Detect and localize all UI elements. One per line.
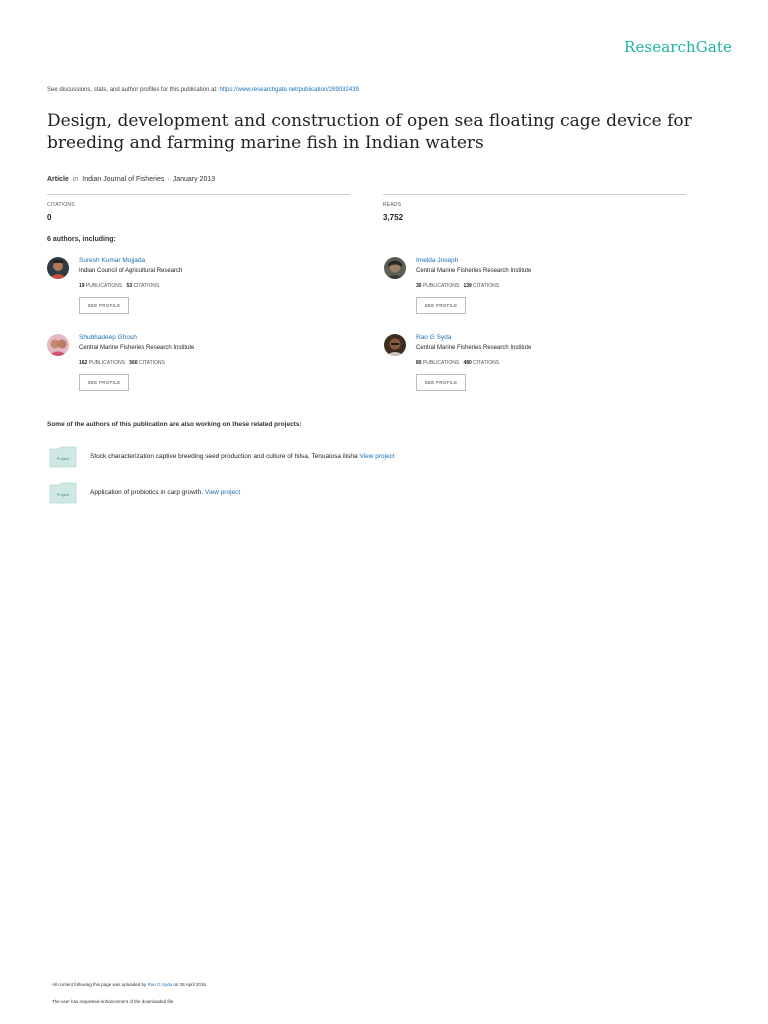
project-folder-icon xyxy=(49,446,77,468)
see-profile-button[interactable]: SEE PROFILE xyxy=(79,374,129,391)
author-name-link[interactable]: Rao G Syda xyxy=(416,334,452,341)
reads-value: 3,752 xyxy=(383,213,404,222)
author-name-link[interactable]: Imelda Joseph xyxy=(416,257,459,264)
journal-name: Indian Journal of Fisheries xyxy=(82,176,165,183)
researchgate-logo[interactable]: ResearchGate xyxy=(624,38,732,56)
publication-type: Article xyxy=(47,176,69,183)
citations-label: CITATIONS xyxy=(473,360,500,366)
author-counts xyxy=(416,360,499,366)
citations-label: CITATIONS xyxy=(47,202,75,208)
publication-meta xyxy=(47,176,215,183)
citations-count: 480 xyxy=(463,360,472,366)
paper-title: Design, development and construction of open sea floating cage device for breeding and farming marine fish in Indian waters xyxy=(47,111,692,153)
related-projects-heading: Some of the authors of this publication are also working on these related projects: xyxy=(47,421,302,428)
see-profile-button[interactable]: SEE PROFILE xyxy=(79,297,129,314)
project-icon-label: Project xyxy=(56,492,70,497)
publications-label: PUBLICATIONS xyxy=(422,283,460,289)
citations-stat xyxy=(47,194,350,222)
view-project-link[interactable]: View project xyxy=(204,489,241,496)
author-name-link[interactable]: Shubhadeep Ghosh xyxy=(79,334,137,341)
related-project-item xyxy=(47,480,647,506)
publications-count: 80 xyxy=(416,360,422,366)
publications-label: PUBLICATIONS xyxy=(88,360,126,366)
author-avatar[interactable] xyxy=(47,334,69,356)
avatar-photo-icon xyxy=(384,334,406,356)
citations-value: 0 xyxy=(47,213,52,222)
author-avatar[interactable] xyxy=(384,257,406,279)
reads-label: READS xyxy=(383,202,402,208)
author-name-link[interactable]: Suresh Kumar Mojjada xyxy=(79,257,146,264)
publications-label: PUBLICATIONS xyxy=(422,360,460,366)
avatar-photo-icon xyxy=(384,257,406,279)
publications-count: 36 xyxy=(416,283,422,289)
reads-stat xyxy=(383,194,686,222)
discussion-prefix: See discussions, stats, and author profiles for this publication at: xyxy=(47,87,218,93)
publications-count: 162 xyxy=(79,360,88,366)
publication-url-link[interactable]: https://www.researchgate.net/publication/289032439 xyxy=(219,87,359,93)
author-counts xyxy=(416,283,499,289)
author-counts xyxy=(79,283,159,289)
author-avatar[interactable] xyxy=(384,334,406,356)
author-institution: Central Marine Fisheries Research Institute xyxy=(79,345,195,351)
view-project-link[interactable]: View project xyxy=(359,453,395,460)
project-title: Stock characterization captive breeding seed production and culture of hilsa, Tenualosa ilisha xyxy=(90,453,358,460)
in-word: in xyxy=(72,176,79,183)
citations-count: 139 xyxy=(463,283,472,289)
project-description xyxy=(90,489,240,496)
project-title: Application of probiotics in carp growth. xyxy=(90,489,204,496)
avatar-photo-icon xyxy=(47,257,69,279)
project-folder-icon xyxy=(49,482,77,504)
upload-notice xyxy=(52,982,207,987)
authors-heading: 6 authors, including: xyxy=(47,236,116,243)
discussion-line xyxy=(47,87,359,93)
author-avatar[interactable] xyxy=(47,257,69,279)
related-project-item xyxy=(47,444,647,470)
date-separator: · xyxy=(167,176,170,183)
publications-count: 19 xyxy=(79,283,85,289)
upload-prefix: All content following this page was uploaded by xyxy=(52,982,147,987)
citations-label: CITATIONS xyxy=(473,283,500,289)
author-institution: Central Marine Fisheries Research Institute xyxy=(416,345,532,351)
enhancement-notice: The user has requested enhancement of the downloaded file. xyxy=(52,999,175,1004)
citations-label: CITATIONS xyxy=(138,360,165,366)
author-institution: Central Marine Fisheries Research Institute xyxy=(416,268,532,274)
publications-label: PUBLICATIONS xyxy=(85,283,123,289)
avatar-photo-icon xyxy=(47,334,69,356)
see-profile-button[interactable]: SEE PROFILE xyxy=(416,297,466,314)
author-counts xyxy=(79,360,165,366)
uploader-link[interactable]: Rao G Syda xyxy=(147,982,173,987)
citations-label: CITATIONS xyxy=(133,283,160,289)
see-profile-button[interactable]: SEE PROFILE xyxy=(416,374,466,391)
project-description xyxy=(90,453,395,460)
author-institution: Indian Council of Agricultural Research xyxy=(79,268,183,274)
project-icon-label: Project xyxy=(56,456,70,461)
citations-count: 560 xyxy=(129,360,138,366)
publication-date: January 2013 xyxy=(172,176,216,183)
citations-count: 53 xyxy=(126,283,132,289)
upload-suffix: on 28 April 2016. xyxy=(173,982,208,987)
